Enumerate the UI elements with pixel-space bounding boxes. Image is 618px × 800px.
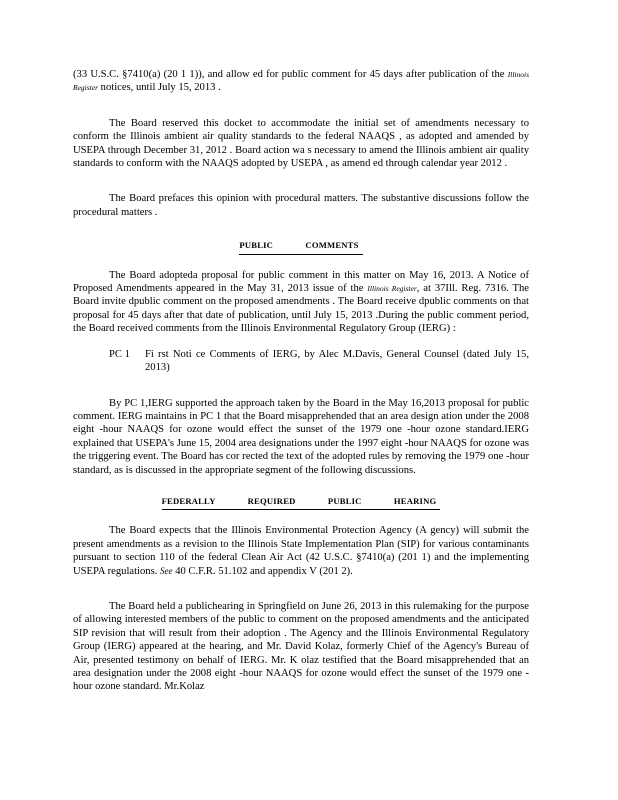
paragraph-text: (33 U.S.C. §7410(a) (20 1 1)), and allow ed for public comment for 45 days after publication of the [73, 69, 505, 80]
paragraph-text: , at 37Ill. Reg. 7316. The Board invite dpublic comment on the proposed amendments . The Board receive dpublic comments on that proposal for 45 days after that date of publication, until July 15, 2013 .During the public comment period, the Board received comments from the Illinois Environmental Regulatory Group (IERG) : [73, 283, 530, 335]
paragraph-sip-revision [73, 524, 529, 578]
paragraph-proposal [73, 269, 529, 336]
paragraph-pc1-discussion: By PC 1,IERG supported the approach taken by the Board in the May 16,2013 proposal for public comment. IERG maintains in PC 1 that the Board misapprehended that an area design ation under the 2008 eight -hour NAAQS for ozone would effect the sunset of the 1979 one -hour ozone standard.IERG explained that USEPA's June 15, 2004 area designations under the 1997 eight -hour NAAQS for ozone was the triggering event. The Board has cor rected the text of the adopted rules by removing the 1979 one -hour standard, as is discussed in the appropriate segment of the following discussions. [73, 397, 529, 476]
public-comment-list-item [109, 348, 529, 375]
document-page [73, 68, 529, 706]
paragraph-text: notices, until July 15, 2013 . [100, 82, 221, 94]
italic-see: See [160, 565, 173, 576]
paragraph-public-hearing: The Board held a publichearing in Springfield on June 26, 2013 in this rulemaking for the purpose of allowing interested members of the public to comment on the proposed amendments and the anticipated SIP revision that will result from their adoption . The Agency and the Illinois Environmental Regulatory Group (IERG) appeared at the hearing, and Mr. David Kolaz, formerly Chief of the Agency's Bureau of Air, presented testimony on behalf of IERG. Mr. K olaz testified that the Board misapprehended that an area designation under the 2008 eight -hour NAAQS for ozone would effect the sunset of the 1979 one -hour ozone standard. Mr.Kolaz [73, 600, 529, 693]
paragraph-preface: The Board prefaces this opinion with procedural matters. The substantive discussions follow the procedural matters . [73, 193, 529, 218]
paragraph-text: The Board adopteda proposal for public comment in this matter on May 16, 2013. A Notice of Proposed Amendments appeared in the May 31, 2013 issue of the [73, 269, 529, 295]
italic-citation: Illinois Register [367, 284, 417, 294]
paragraph-continuation [73, 68, 529, 95]
paragraph-text: The Board expects that the Illinois Environmental Protection Agency (A gency) will submit the present amendments as a revision to the Illinois State Implementation Plan (SIP) for various contaminants pursuant to section 110 of the federal Clean Air Act (42 U.S.C. §7410(a) (201 1) and the implementing USEPA regulations. [73, 525, 529, 577]
heading-federal-hearing [73, 495, 529, 510]
heading-text: PUBLIC COMMENTS [239, 239, 362, 254]
heading-text: FEDERALLY REQUIRED PUBLIC HEARING [162, 495, 441, 510]
heading-public-comments [73, 239, 529, 254]
pc-label: PC 1 [109, 348, 130, 360]
paragraph-docket-purpose: The Board reserved this docket to accommodate the initial set of amendments necessary to conform the Illinois ambient air quality standards to the federal NAAQS , as adopted and amended by USEPA through December 31, 2012 . Board action wa s necessary to amend the Illinois ambient air quality standards to conform with the NAAQS adopted by USEPA , as amend ed through calendar year 2012 . [73, 117, 529, 170]
paragraph-text: 40 C.F.R. 51.102 and appendix V (201 2). [175, 565, 353, 577]
italic-citation: Illinois Register [73, 70, 529, 93]
pc-description: Fi rst Noti ce Comments of IERG, by Alec M.Davis, General Counsel (dated July 15, 2013) [145, 348, 529, 374]
